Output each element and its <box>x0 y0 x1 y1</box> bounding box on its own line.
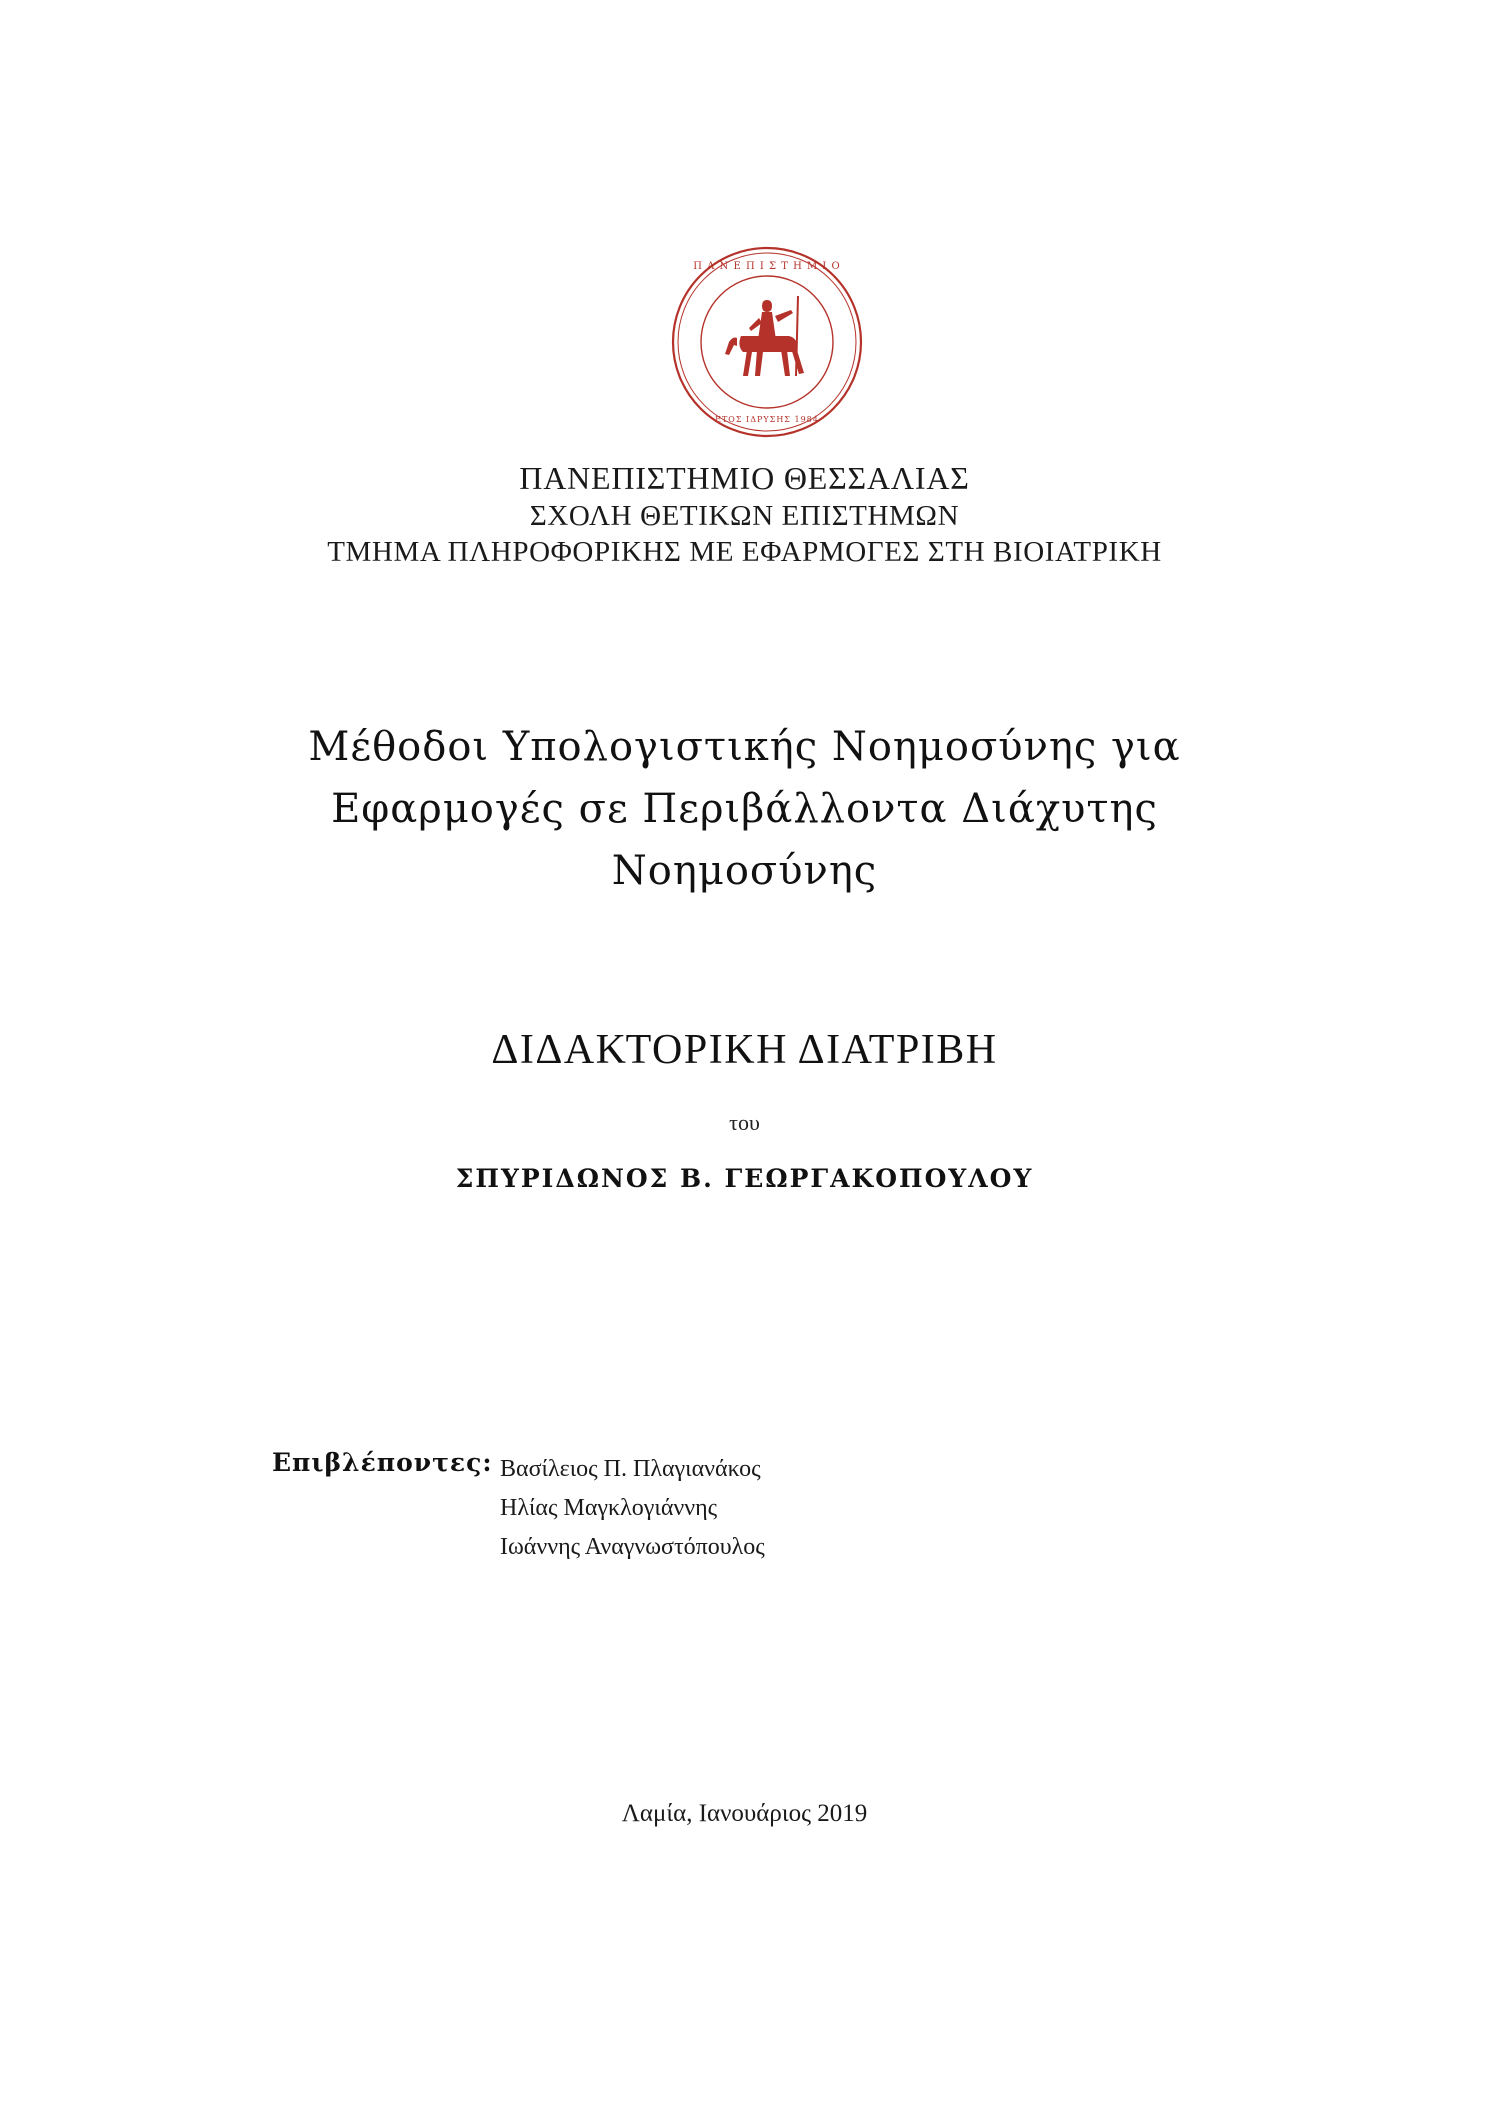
supervisors-list <box>500 1450 765 1567</box>
author-name: ΣΠΥΡΙΔΩΝΟΣ Β. ΓΕΩΡΓΑΚΟΠΟΥΛΟΥ <box>455 1164 1034 1193</box>
svg-text:ΕΤΟΣ ΙΔΡΥΣΗΣ 1984: ΕΤΟΣ ΙΔΡΥΣΗΣ 1984 <box>715 415 819 424</box>
title-line-2: Εφαρμογές σε Περιβάλλοντα Διάχυτης <box>331 786 1158 832</box>
of-word: του <box>729 1110 760 1135</box>
thesis-type: ΔΙΔΑΚΤΟΡΙΚΗ ΔΙΑΤΡΙΒΗ <box>491 1027 998 1073</box>
university-name: ΠΑΝΕΠΙΣΤΗΜΙΟ ΘΕΣΣΑΛΙΑΣ <box>519 460 970 496</box>
department-name: ΤΜΗΜΑ ΠΛΗΡΟΦΟΡΙΚΗΣ ΜΕ ΕΦΑΡΜΟΓΕΣ ΣΤΗ ΒΙΟΙΑΤΡΙΚΗ <box>327 536 1162 568</box>
centaur-emblem-icon <box>667 242 867 442</box>
school-name: ΣΧΟΛΗ ΘΕΤΙΚΩΝ ΕΠΙΣΤΗΜΩΝ <box>529 500 960 532</box>
supervisors-label: Επιβλέποντες: <box>272 1448 493 1477</box>
supervisor-name: Ηλίας Μαγκλογιάννης <box>500 1495 718 1521</box>
thesis-title <box>100 716 1389 902</box>
institution-block <box>0 460 1489 568</box>
supervisor-name: Ιωάννης Αναγνωστόπουλος <box>500 1534 765 1560</box>
title-line-3: Νοημοσύνης <box>611 848 878 894</box>
place-and-date: Λαμία, Ιανουάριος 2019 <box>621 1800 868 1827</box>
title-line-1: Μέθοδοι Υπολογιστικής Νοημοσύνης για <box>308 724 1181 770</box>
svg-text:Π Α Ν Ε Π Ι Σ Τ Η Μ Ι Ο: Π Α Ν Ε Π Ι Σ Τ Η Μ Ι Ο <box>693 261 841 272</box>
supervisor-name: Βασίλειος Π. Πλαγιανάκος <box>500 1456 761 1482</box>
university-seal <box>667 242 867 442</box>
